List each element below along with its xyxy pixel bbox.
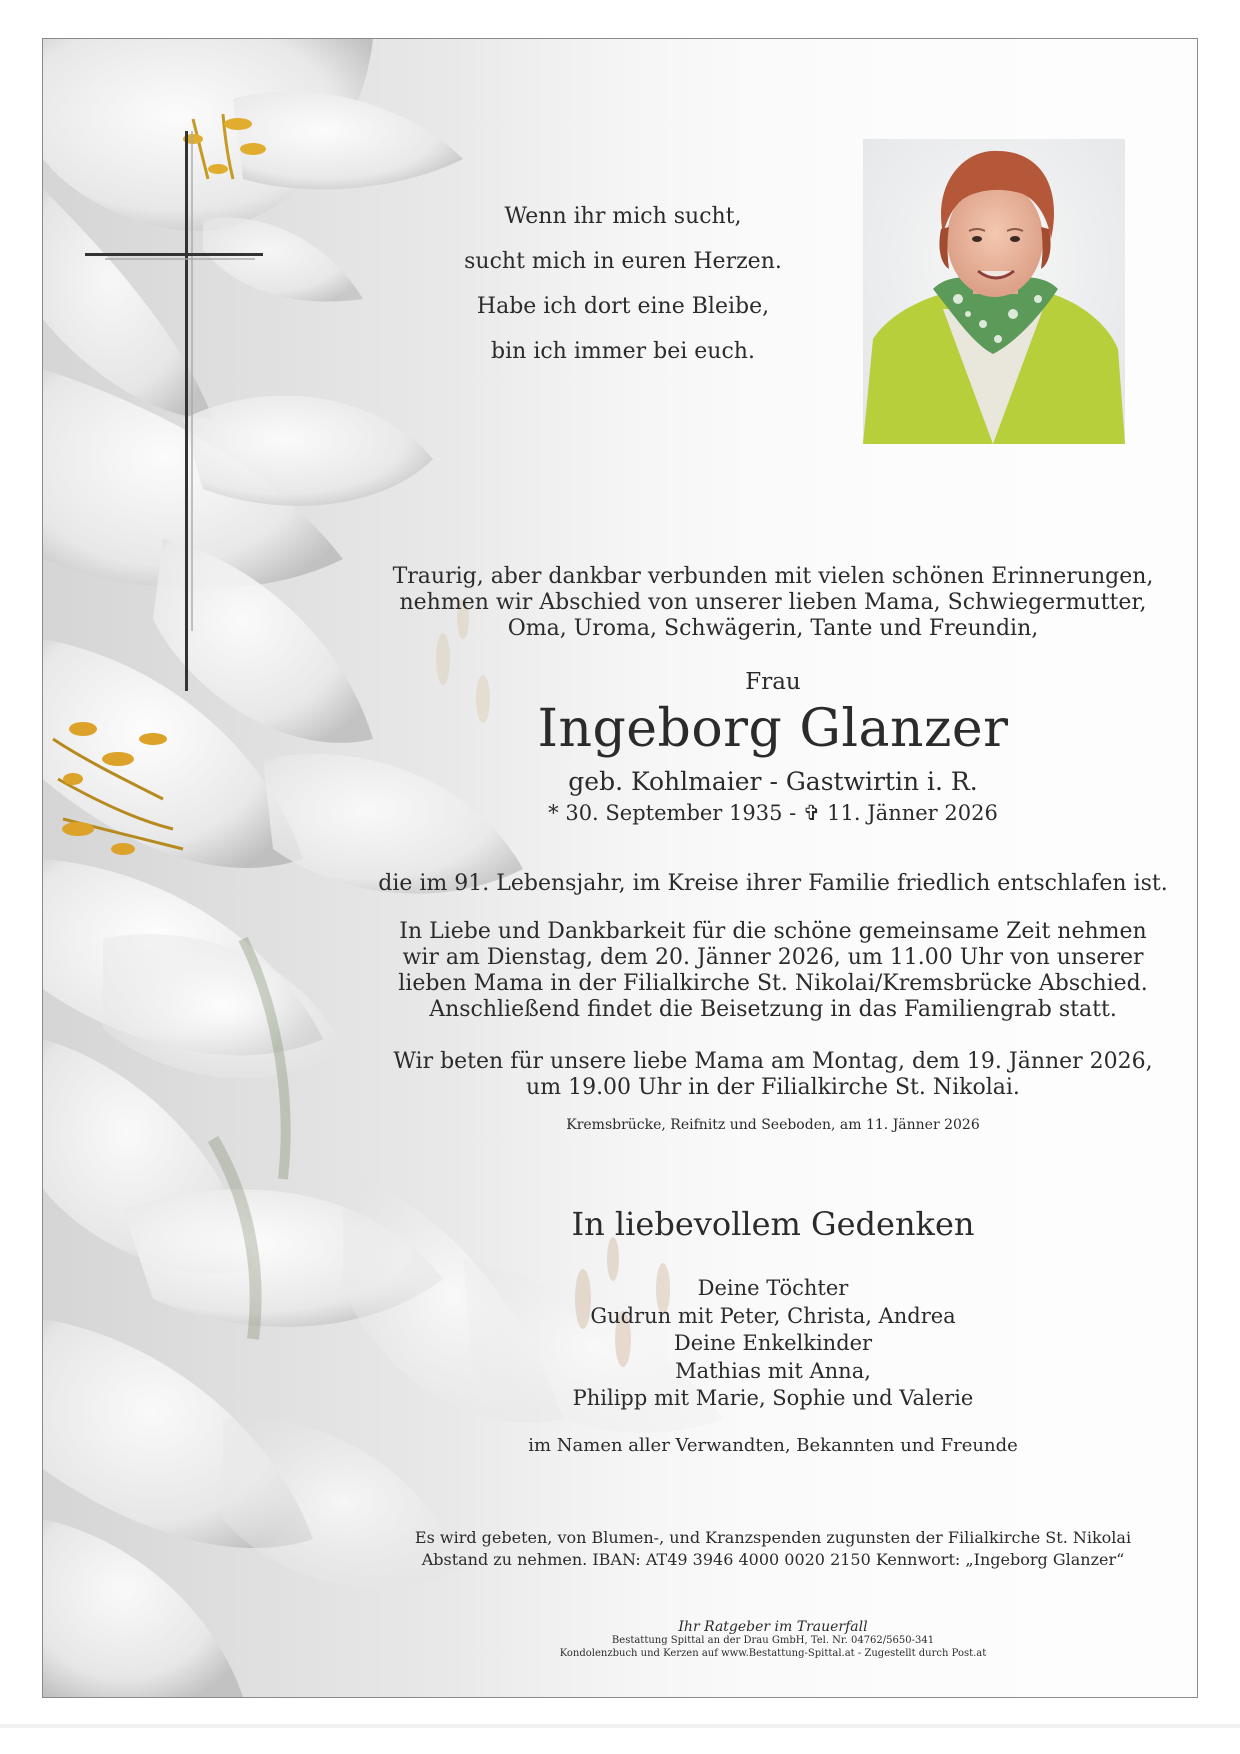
intro-line: Oma, Uroma, Schwägerin, Tante und Freundin, xyxy=(507,616,1039,641)
scan-edge xyxy=(0,1724,1240,1728)
undertaker-footer xyxy=(378,1621,1168,1660)
poem-line: Wenn ihr mich sucht, xyxy=(504,204,742,229)
funeral-line: Anschließend findet die Beisetzung in das Familiengrab statt. xyxy=(429,997,1117,1022)
family-line: Deine Töchter xyxy=(697,1276,849,1300)
place-date: Kremsbrücke, Reifnitz und Seeboden, am 11. Jänner 2026 xyxy=(566,1117,980,1133)
family-line: Philipp mit Marie, Sophie und Valerie xyxy=(572,1386,974,1410)
poem xyxy=(383,194,863,374)
footer-company: Bestattung Spittal an der Drau GmbH, Tel. Nr. 04762/5650-341 xyxy=(611,1635,935,1646)
prayer-line: um 19.00 Uhr in der Filialkirche St. Nikolai. xyxy=(526,1075,1020,1100)
obituary-card xyxy=(42,38,1198,1698)
poem-line: sucht mich in euren Herzen. xyxy=(464,249,782,274)
deceased-name: Ingeborg Glanzer xyxy=(537,699,1009,759)
prayer-line: Wir beten für unsere liebe Mama am Montag, dem 19. Jänner 2026, xyxy=(393,1049,1153,1074)
family-line: Deine Enkelkinder xyxy=(673,1331,873,1355)
funeral-line: lieben Mama in der Filialkirche St. Nikolai/Kremsbrücke Abschied. xyxy=(398,971,1148,996)
poem-line: bin ich immer bei euch. xyxy=(491,339,755,364)
request-line: Es wird gebeten, von Blumen-, und Kranzspenden zugunsten der Filialkirche St. Nikolai xyxy=(414,1528,1132,1547)
family-list xyxy=(378,1275,1168,1413)
life-dates: * 30. September 1935 - ✞ 11. Jänner 2026 xyxy=(548,801,998,825)
donation-request xyxy=(378,1527,1168,1571)
funeral-line: In Liebe und Dankbarkeit für die schöne gemeinsame Zeit nehmen xyxy=(399,919,1147,944)
passing-text: die im 91. Lebensjahr, im Kreise ihrer Familie friedlich entschlafen ist. xyxy=(378,871,1168,896)
intro-text xyxy=(378,564,1168,642)
footer-line: Kondolenzbuch und Kerzen auf www.Bestattung-Spittal.at - Zugestellt durch Post.at xyxy=(559,1648,987,1659)
memorial-heading: In liebevollem Gedenken xyxy=(571,1205,975,1243)
maiden-name: geb. Kohlmaier - Gastwirtin i. R. xyxy=(568,767,978,796)
family-line: Mathias mit Anna, xyxy=(675,1358,871,1383)
closing-text: im Namen aller Verwandten, Bekannten und Freunde xyxy=(528,1435,1018,1456)
obituary-content xyxy=(43,39,1197,1697)
request-line: Abstand zu nehmen. IBAN: AT49 3946 4000 0020 2150 Kennwort: „Ingeborg Glanzer“ xyxy=(421,1550,1125,1569)
prayer-text xyxy=(378,1049,1168,1101)
funeral-line: wir am Dienstag, dem 20. Jänner 2026, um 11.00 Uhr von unserer xyxy=(402,945,1144,970)
salutation: Frau xyxy=(745,669,801,695)
intro-line: nehmen wir Abschied von unserer lieben Mama, Schwiegermutter, xyxy=(399,590,1147,615)
intro-line: Traurig, aber dankbar verbunden mit vielen schönen Erinnerungen, xyxy=(392,564,1154,589)
family-line: Gudrun mit Peter, Christa, Andrea xyxy=(590,1303,956,1328)
portrait-photo xyxy=(863,139,1125,444)
footer-slogan: Ihr Ratgeber im Trauerfall xyxy=(678,1619,868,1635)
poem-line: Habe ich dort eine Bleibe, xyxy=(476,294,770,319)
funeral-text xyxy=(378,919,1168,1023)
